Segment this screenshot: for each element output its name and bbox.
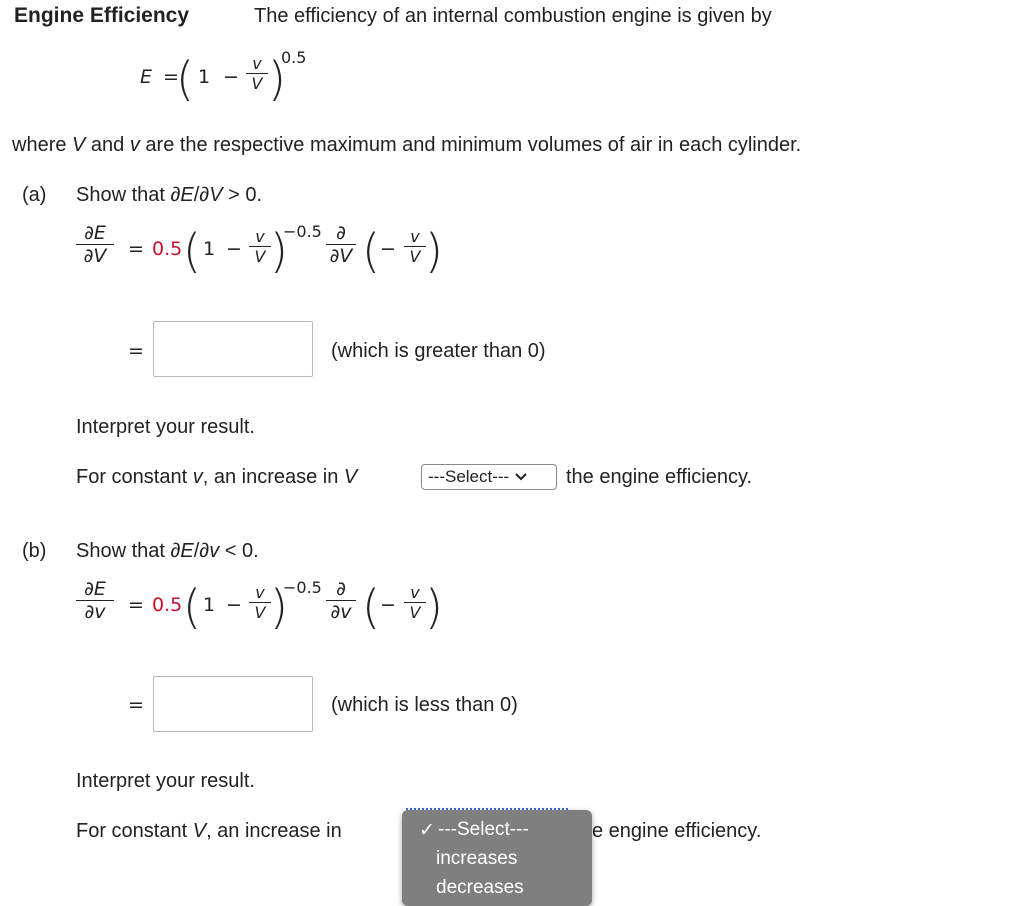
part-b-rparen: )	[270, 580, 288, 634]
part-a-inner-rparen: )	[425, 224, 443, 278]
part-a-answer-input[interactable]	[153, 321, 313, 377]
part-b-hint: (which is less than 0)	[331, 694, 518, 716]
part-a-sentence	[76, 466, 357, 489]
formula-minus: −	[223, 66, 239, 88]
part-a-prompt-mid: /∂	[193, 184, 210, 206]
part-b-sentence-pre: For constant	[76, 820, 193, 842]
part-a-select[interactable]	[421, 464, 557, 490]
part-b-coefficient: 0.5	[152, 594, 183, 616]
dropdown-option-increases[interactable]: increases	[436, 848, 518, 869]
formula-frac-den: V	[251, 74, 263, 93]
dropdown-option-select[interactable]: ---Select---	[438, 819, 529, 840]
part-b-frac-num: v	[255, 583, 265, 602]
part-a-eq: =	[128, 238, 144, 260]
dropdown-checkmark-icon: ✓	[419, 820, 435, 841]
part-a-deriv-den: ∂V	[83, 245, 107, 267]
part-a-sentence-var: v	[192, 466, 203, 488]
part-b-partial-den: ∂v	[330, 601, 352, 623]
part-b-exponent: −0.5	[283, 578, 322, 597]
part-b-partial-num: ∂	[336, 578, 346, 600]
formula-exponent: 0.5	[281, 48, 307, 67]
part-b-prompt-mid: /∂	[193, 540, 210, 562]
part-a-rparen: )	[270, 224, 288, 278]
part-b-frac-den: V	[254, 603, 266, 622]
part-a-prompt-E: E	[180, 184, 194, 206]
part-b-sentence	[76, 820, 342, 843]
part-a-inner-minus: −	[380, 238, 396, 260]
part-b-prompt-pre: Show that ∂	[76, 540, 181, 562]
part-b-one: 1	[203, 594, 216, 616]
part-b-inner-num: v	[410, 583, 420, 602]
problem-title: Engine Efficiency	[14, 4, 190, 27]
part-a-inner-den: V	[409, 247, 421, 266]
where-V: V	[72, 134, 86, 156]
part-a-inner-fraction	[404, 227, 426, 266]
dropdown-option-decreases[interactable]: decreases	[436, 877, 524, 898]
formula-frac-num: v	[252, 54, 262, 73]
part-a-partial-den: ∂V	[329, 245, 353, 267]
part-b-label: (b)	[22, 540, 47, 562]
part-a-partial	[326, 222, 356, 267]
part-a-interpret-label: Interpret your result.	[76, 416, 255, 438]
where-t2: and	[85, 134, 130, 156]
part-b-derivative	[76, 578, 114, 623]
where-t3: are the respective maximum and minimum volumes of air in each cylinder.	[139, 134, 802, 156]
part-a-coefficient: 0.5	[152, 238, 183, 260]
part-b-answer-input[interactable]	[153, 676, 313, 732]
part-a-exponent: −0.5	[283, 222, 322, 241]
part-b-inner-rparen: )	[425, 580, 443, 634]
part-b-deriv-den: ∂v	[84, 601, 106, 623]
part-a-derivative	[76, 222, 114, 267]
problem-intro: The efficiency of an internal combustion engine is given by	[254, 5, 772, 27]
part-a-label: (a)	[22, 184, 47, 206]
part-b-deriv-num: ∂E	[84, 578, 106, 600]
part-b-minus: −	[226, 594, 242, 616]
part-b-fraction	[249, 583, 271, 622]
formula-lhs: E	[140, 66, 153, 88]
part-a-sentence-pre: For constant	[76, 466, 193, 488]
part-b-prompt-post: < 0.	[219, 540, 259, 562]
part-a-sentence-mid: , an increase in	[202, 466, 344, 488]
formula-eq: =	[163, 66, 179, 88]
part-b-inner-fraction	[404, 583, 426, 622]
part-a-inner-num: v	[410, 227, 420, 246]
part-b-sentence-mid: , an increase in	[206, 820, 342, 842]
part-a-sentence-post: the engine efficiency.	[566, 466, 753, 488]
part-a-prompt-post: > 0.	[222, 184, 263, 206]
part-b-partial	[326, 578, 356, 623]
part-b-sentence-post: e engine efficiency.	[592, 820, 762, 842]
where-t1: where	[12, 134, 73, 156]
part-b-sentence-var: V	[192, 820, 207, 842]
part-a-minus: −	[226, 238, 242, 260]
part-b-inner-minus: −	[380, 594, 396, 616]
chevron-down-icon	[515, 473, 527, 481]
part-b-select-dropdown[interactable]	[402, 810, 592, 906]
part-a-deriv-num: ∂E	[84, 222, 106, 244]
part-b-prompt	[76, 540, 259, 563]
part-a-prompt-V: V	[209, 184, 223, 206]
part-b-inner-lparen: (	[362, 580, 380, 634]
part-a-select-value: ---Select---	[428, 467, 510, 486]
part-a-sentence-var2: V	[343, 466, 358, 488]
part-a-fraction	[249, 227, 271, 266]
part-b-inner-den: V	[409, 603, 421, 622]
part-a-one: 1	[203, 238, 216, 260]
part-a-inner-lparen: (	[362, 224, 380, 278]
part-a-hint: (which is greater than 0)	[331, 340, 546, 362]
part-a-lparen: (	[183, 224, 201, 278]
formula-rparen: )	[268, 52, 286, 106]
formula-lparen: (	[176, 52, 194, 106]
part-a-eq2: =	[128, 340, 144, 362]
part-b-interpret-label: Interpret your result.	[76, 770, 255, 792]
formula-one: 1	[198, 66, 211, 88]
part-a-prompt	[76, 184, 262, 207]
part-b-prompt-v: v	[209, 540, 220, 562]
part-b-lparen: (	[183, 580, 201, 634]
part-a-frac-den: V	[254, 247, 266, 266]
part-a-prompt-pre: Show that ∂	[76, 184, 181, 206]
variables-description	[12, 134, 801, 157]
part-b-eq: =	[128, 594, 144, 616]
part-b-eq2: =	[128, 694, 144, 716]
formula-fraction	[246, 54, 268, 93]
part-b-prompt-E: E	[180, 540, 194, 562]
part-a-partial-num: ∂	[336, 222, 346, 244]
where-v: v	[129, 134, 140, 156]
part-a-frac-num: v	[255, 227, 265, 246]
